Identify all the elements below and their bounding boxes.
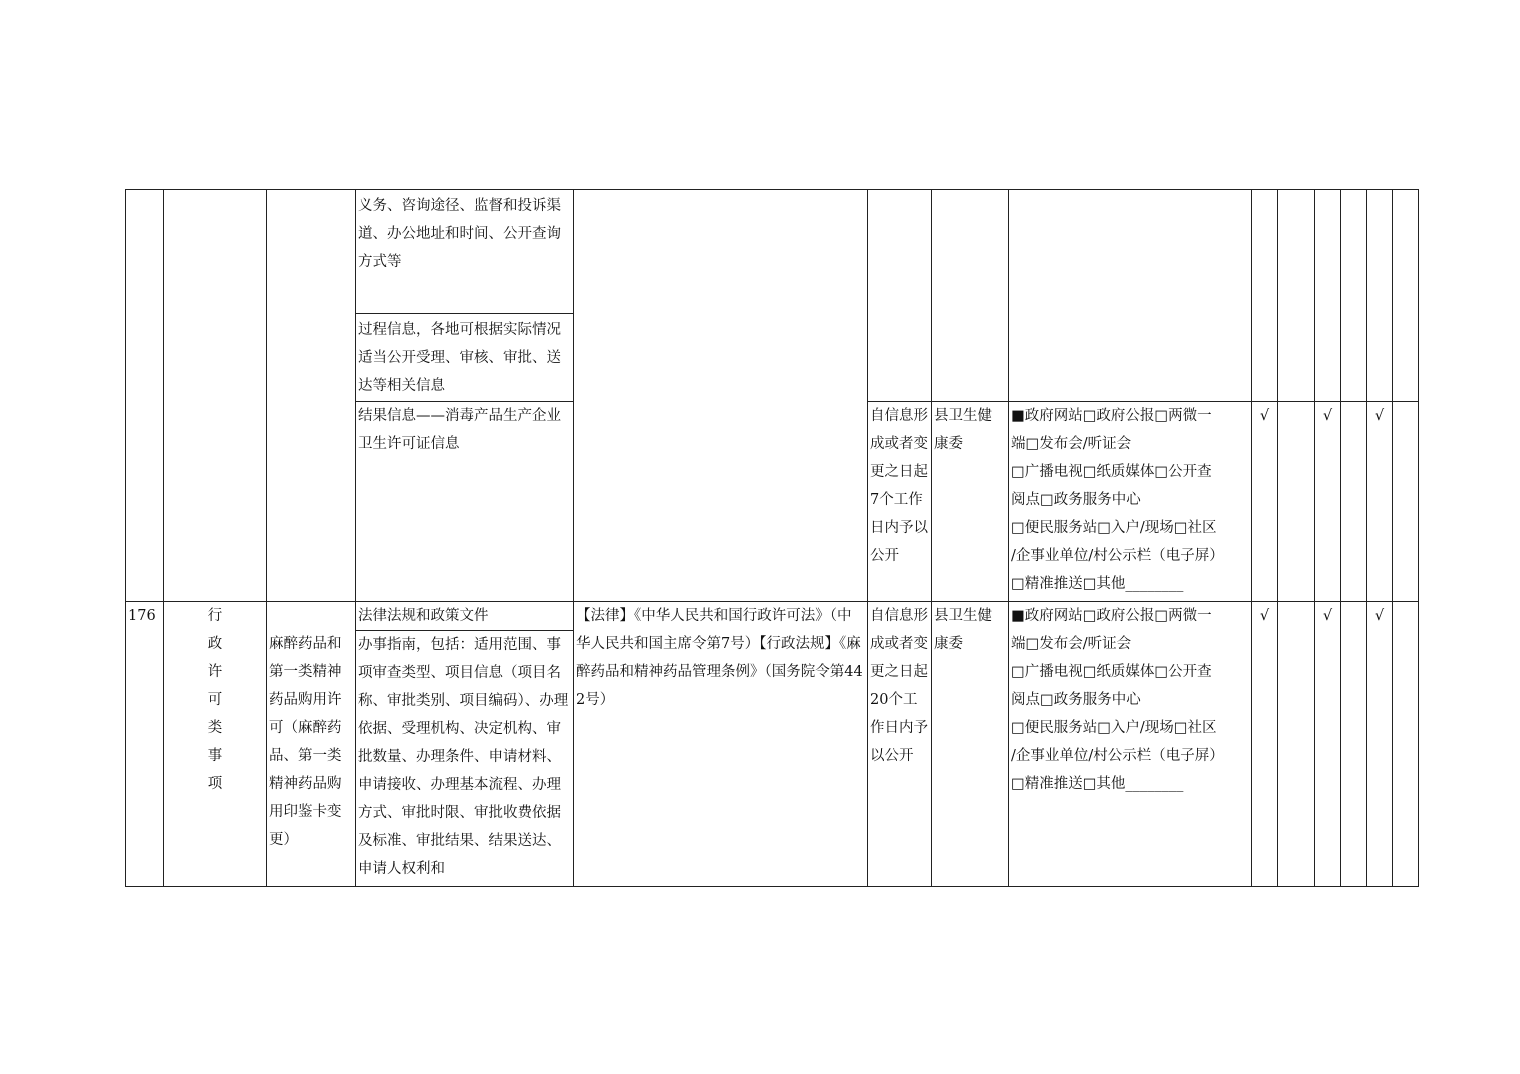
check-cell-empty xyxy=(1393,190,1419,402)
channels-line: □精准推送□其他________ xyxy=(1011,776,1184,792)
basis-cell-empty xyxy=(574,190,868,602)
checkmark: √ xyxy=(1367,602,1393,887)
category-cell xyxy=(164,602,267,887)
channels-cell xyxy=(1009,402,1252,602)
content-cell: 办事指南，包括：适用范围、事项审查类型、项目信息（项目名称、审批类别、项目编码）、办理依据、受理机构、决定机构、审批数量、办理条件、申请材料、申请接收、办理基本流程、办理方式、审批时限、审批收费依据及标准、审批结果、结果送达、申请人权利和 xyxy=(356,631,574,887)
check-cell-empty xyxy=(1315,190,1341,402)
check-cell-empty xyxy=(1278,402,1315,602)
content-cell: 法律法规和政策文件 xyxy=(356,602,574,631)
category-cell-empty xyxy=(164,190,267,602)
check-cell-empty xyxy=(1393,402,1419,602)
check-cell-empty xyxy=(1367,190,1393,402)
time-limit-cell: 自信息形成或者变更之日起20个工作日内予以公开 xyxy=(868,602,932,887)
content-cell: 过程信息，各地可根据实际情况适当公开受理、审核、审批、送达等相关信息 xyxy=(356,314,574,402)
table-row xyxy=(126,190,1419,314)
time-cell-empty xyxy=(868,190,932,402)
channels-cell-empty xyxy=(1009,190,1252,402)
channels-line: ■政府网站□政府公报□两微一 xyxy=(1011,608,1212,624)
basis-cell: 【法律】《中华人民共和国行政许可法》（中华人民共和国主席令第7号）【行政法规】《麻醉药品和精神药品管理条例》（国务院令第442号） xyxy=(574,602,868,887)
channels-cell xyxy=(1009,602,1252,887)
channels-line: □广播电视□纸质媒体□公开查 xyxy=(1011,664,1212,680)
channels-line: /企事业单位/村公示栏（电子屏） xyxy=(1011,748,1224,764)
checkmark: √ xyxy=(1252,602,1278,887)
channels-line: ■政府网站□政府公报□两微一 xyxy=(1011,408,1212,424)
subject-cell: 县卫生健康委 xyxy=(932,402,1009,602)
checkmark: √ xyxy=(1367,402,1393,602)
channels-line: □便民服务站□入户/现场□社区 xyxy=(1011,720,1217,736)
channels-line: □精准推送□其他________ xyxy=(1011,576,1184,592)
number-cell-empty xyxy=(126,190,164,602)
table-row xyxy=(126,602,1419,631)
check-cell-empty xyxy=(1341,602,1367,887)
check-cell-empty xyxy=(1341,402,1367,602)
channels-line: /企事业单位/村公示栏（电子屏） xyxy=(1011,548,1224,564)
subject-cell: 县卫生健康委 xyxy=(932,602,1009,887)
channels-line: 端□发布会/听证会 xyxy=(1011,636,1132,652)
check-cell-empty xyxy=(1252,190,1278,402)
check-cell-empty xyxy=(1341,190,1367,402)
item-name-cell: 麻醉药品和第一类精神药品购用许可（麻醉药品、第一类精神药品购用印鉴卡变更） xyxy=(267,602,356,887)
checkmark: √ xyxy=(1252,402,1278,602)
subject-cell-empty xyxy=(932,190,1009,402)
channels-line: □广播电视□纸质媒体□公开查 xyxy=(1011,464,1212,480)
check-cell-empty xyxy=(1278,602,1315,887)
item-number: 176 xyxy=(126,602,164,887)
content-cell: 义务、咨询途径、监督和投诉渠道、办公地址和时间、公开查询方式等 xyxy=(356,190,574,314)
check-cell-empty xyxy=(1393,602,1419,887)
disclosure-table xyxy=(125,189,1419,887)
channels-line: 端□发布会/听证会 xyxy=(1011,436,1132,452)
content-cell: 结果信息——消毒产品生产企业卫生许可证信息 xyxy=(356,402,574,602)
item-cell-empty xyxy=(267,190,356,602)
check-cell-empty xyxy=(1278,190,1315,402)
channels-line: 阅点□政务服务中心 xyxy=(1011,492,1141,508)
checkmark: √ xyxy=(1315,402,1341,602)
category-label: 行政许可类事项 xyxy=(207,608,223,792)
channels-line: 阅点□政务服务中心 xyxy=(1011,692,1141,708)
time-limit-cell: 自信息形成或者变更之日起7个工作日内予以公开 xyxy=(868,402,932,602)
channels-line: □便民服务站□入户/现场□社区 xyxy=(1011,520,1217,536)
checkmark: √ xyxy=(1315,602,1341,887)
